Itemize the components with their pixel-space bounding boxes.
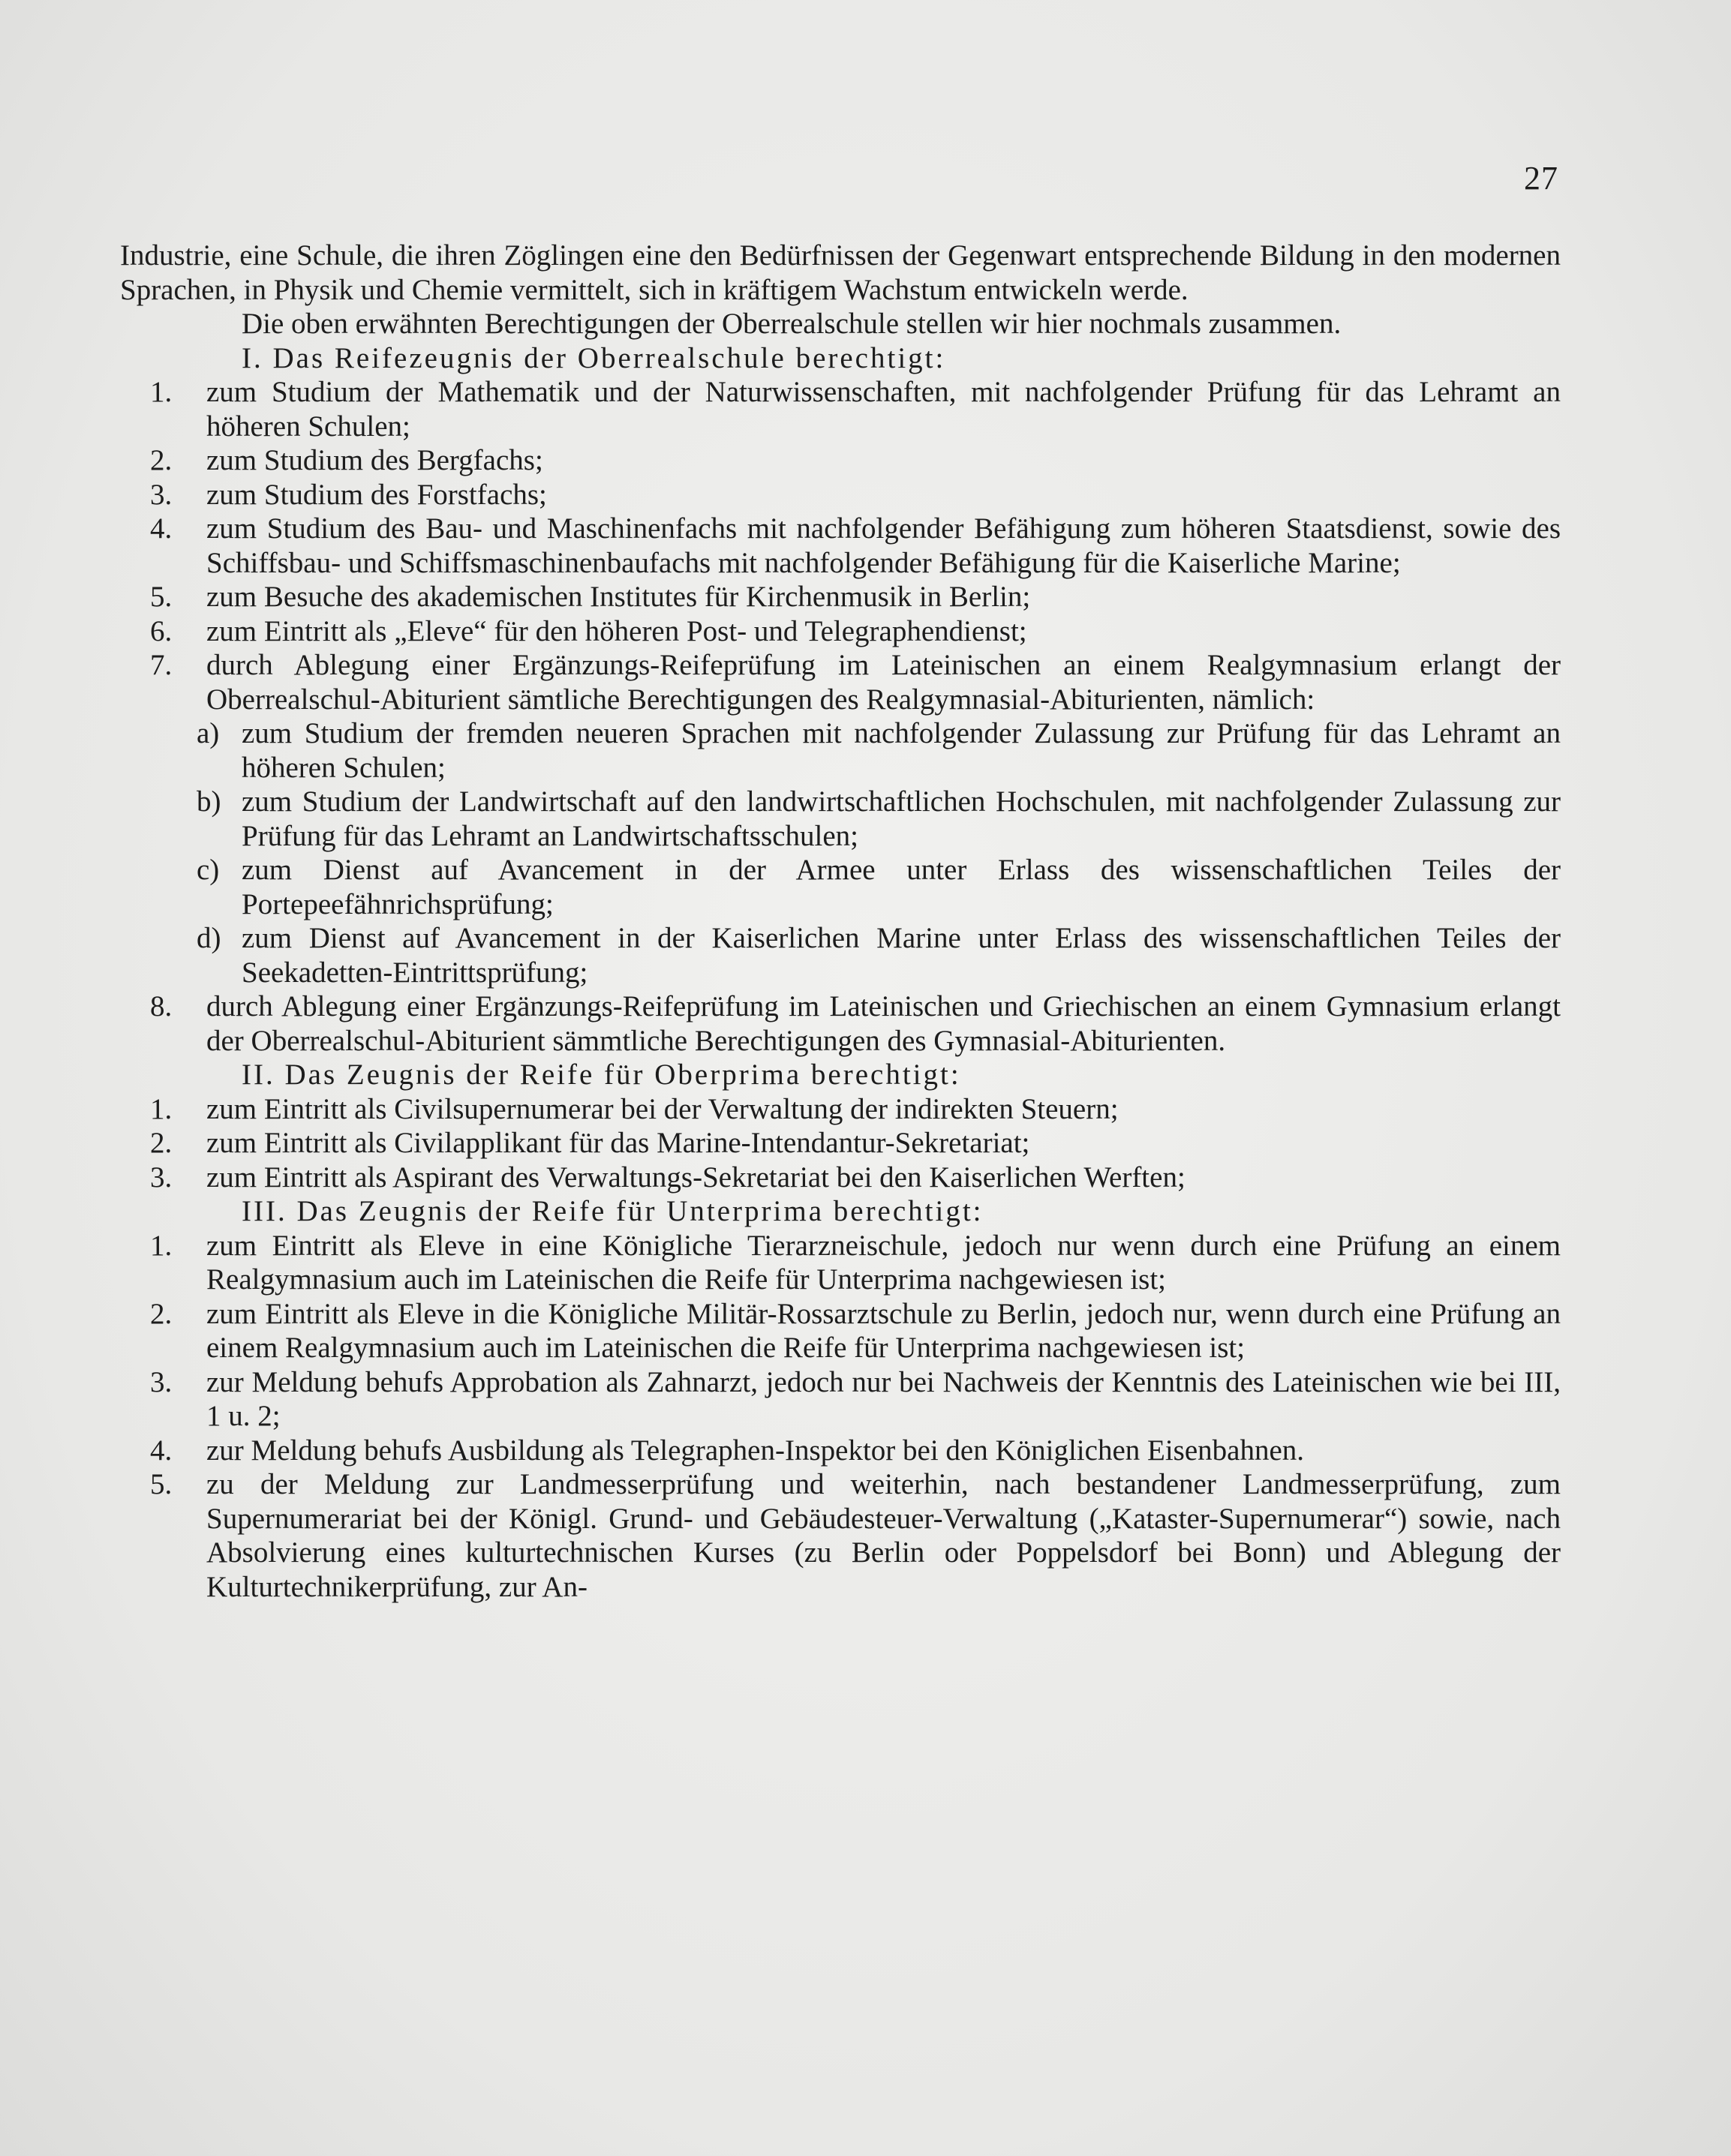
list-item [120,1161,1561,1195]
item-letter: b) [197,785,221,818]
item-number: 5. [150,581,173,613]
sub-list-item [120,785,1561,853]
summary-paragraph: Die oben erwähnten Berechtigungen der Oberrealschule stellen wir hier nochmals zusammen. [242,308,1342,340]
item-number: 1. [150,1229,173,1262]
list-item [120,580,1561,614]
item-number: 2. [150,444,173,476]
item-number: 3. [150,478,173,511]
list-item [120,1467,1561,1604]
item-text: zu der Meldung zur Landmesserprüfung und weiterhin, nach bestandener Landmesserprüfung, zum Supernumerariat bei der Königl. Grund- und Gebäudesteuer-Verwaltung („Kataster-Supernumerar“) sowie, nach Absolvierung eines kulturtechnischen Kurses (zu Berlin oder Poppelsdorf bei Bonn) und Ablegung der Kulturtechnikerprüfung, zur An- [206,1468,1561,1603]
item-number: 1. [150,376,173,408]
section-heading-1: I. Das Reifezeugnis der Oberrealschule berechtigt: [242,341,946,374]
item-text: zum Studium der Mathematik und der Naturwissenschaften, mit nachfolgender Prüfung für das Lehramt an höheren Schulen; [206,376,1561,443]
item-text: zum Besuche des akademischen Institutes für Kirchenmusik in Berlin; [206,581,1031,613]
list-item [120,478,1561,512]
list-item [120,443,1561,478]
item-number: 5. [150,1468,173,1500]
section-3-list [120,1229,1561,1605]
item-number: 7. [150,649,173,681]
item-text: zum Studium der Landwirtschaft auf den landwirtschaftlichen Hochschulen, mit nachfolgender Zulassung zur Prüfung für das Lehramt an Landwirtschaftsschulen; [242,785,1561,852]
section-1-list [120,375,1561,716]
section-heading-2: II. Das Zeugnis der Reife für Oberprima berechtigt: [242,1058,961,1091]
item-text: zum Studium der fremden neueren Sprachen mit nachfolgender Zulassung zur Prüfung für das Lehramt an höheren Schulen; [242,717,1561,784]
item-text: zur Meldung behufs Ausbildung als Telegraphen-Inspektor bei den Königlichen Eisenbahnen. [206,1434,1305,1467]
item-text: durch Ablegung einer Ergänzungs-Reifeprüfung im Lateinischen und Griechischen an einem Gymnasium erlangt der Oberrealschul-Abiturient sämmtliche Berechtigungen des Gymnasial-Abiturienten. [206,990,1561,1057]
item-letter: a) [197,717,220,749]
item-letter: c) [197,854,220,886]
list-item [120,1434,1561,1468]
item-text: zum Eintritt als Eleve in die Königliche Militär-Rossarztschule zu Berlin, jedoch nur, wenn durch eine Prüfung an einem Realgymnasium auch im Lateinischen die Reife für Unterprima nachgewiesen ist; [206,1297,1561,1364]
list-item [120,614,1561,649]
item-number: 3. [150,1365,173,1398]
item-text: zum Eintritt als „Eleve“ für den höheren Post- und Telegraphendienst; [206,614,1027,647]
item-number: 4. [150,1434,173,1467]
page-number: 27 [1524,160,1558,197]
list-item [120,648,1561,716]
item-text: zum Eintritt als Civilapplikant für das Marine-Intendantur-Sekretariat; [206,1127,1030,1159]
intro-paragraph: Industrie, eine Schule, die ihren Zöglingen eine den Bedürfnissen der Gegenwart entsprechende Bildung in den modernen Sprachen, in Physik und Chemie vermittelt, sich in kräftigem Wachstum entwickeln werde. [120,239,1561,306]
item-text: zur Meldung behufs Approbation als Zahnarzt, jedoch nur bei Nachweis der Kenntnis des Lateinischen wie bei III, 1 u. 2; [206,1365,1561,1432]
item-number: 1. [150,1092,173,1125]
list-item [120,989,1561,1058]
item-text: zum Studium des Bergfachs; [206,444,543,476]
section-1-sublist [120,716,1561,989]
list-item [120,375,1561,443]
list-item [120,512,1561,580]
item-letter: d) [197,922,221,954]
item-text: durch Ablegung einer Ergänzungs-Reifeprüfung im Lateinischen an einem Realgymnasium erlangt der Oberrealschul-Abiturient sämtliche Berechtigungen des Realgymnasial-Abiturienten, nämlich: [206,649,1561,716]
item-number: 2. [150,1297,173,1330]
sub-list-item [120,716,1561,785]
item-text: zum Eintritt als Eleve in eine Königliche Tierarzneischule, jedoch nur wenn durch eine Prüfung an einem Realgymnasium auch im Lateinischen die Reife für Unterprima nachgewiesen ist; [206,1229,1561,1296]
item-number: 4. [150,512,173,545]
item-number: 2. [150,1127,173,1159]
item-text: zum Dienst auf Avancement in der Armee unter Erlass des wissenschaftlichen Teiles der Portepeefähnrichsprüfung; [242,854,1561,920]
section-1-list-continued [120,989,1561,1058]
body-text [120,239,1561,1604]
item-number: 8. [150,990,173,1022]
sub-list-item [120,921,1561,989]
item-number: 6. [150,614,173,647]
list-item [120,1229,1561,1297]
item-text: zum Studium des Forstfachs; [206,478,547,511]
item-text: zum Eintritt als Aspirant des Verwaltungs-Sekretariat bei den Kaiserlichen Werften; [206,1161,1186,1194]
section-heading-3: III. Das Zeugnis der Reife für Unterprima berechtigt: [242,1195,984,1227]
item-text: zum Studium des Bau- und Maschinenfachs mit nachfolgender Befähigung zum höheren Staatsdienst, sowie des Schiffsbau- und Schiffsmaschinenbaufachs mit nachfolgender Befähigung für die Kaiserliche Marine; [206,512,1561,579]
list-item [120,1365,1561,1434]
list-item [120,1092,1561,1127]
item-number: 3. [150,1161,173,1194]
section-2-list [120,1092,1561,1195]
sub-list-item [120,853,1561,921]
item-text: zum Dienst auf Avancement in der Kaiserlichen Marine unter Erlass des wissenschaftlichen Teiles der Seekadetten-Eintrittsprüfung; [242,922,1561,989]
list-item [120,1126,1561,1161]
item-text: zum Eintritt als Civilsupernumerar bei der Verwaltung der indirekten Steuern; [206,1092,1119,1125]
list-item [120,1297,1561,1365]
